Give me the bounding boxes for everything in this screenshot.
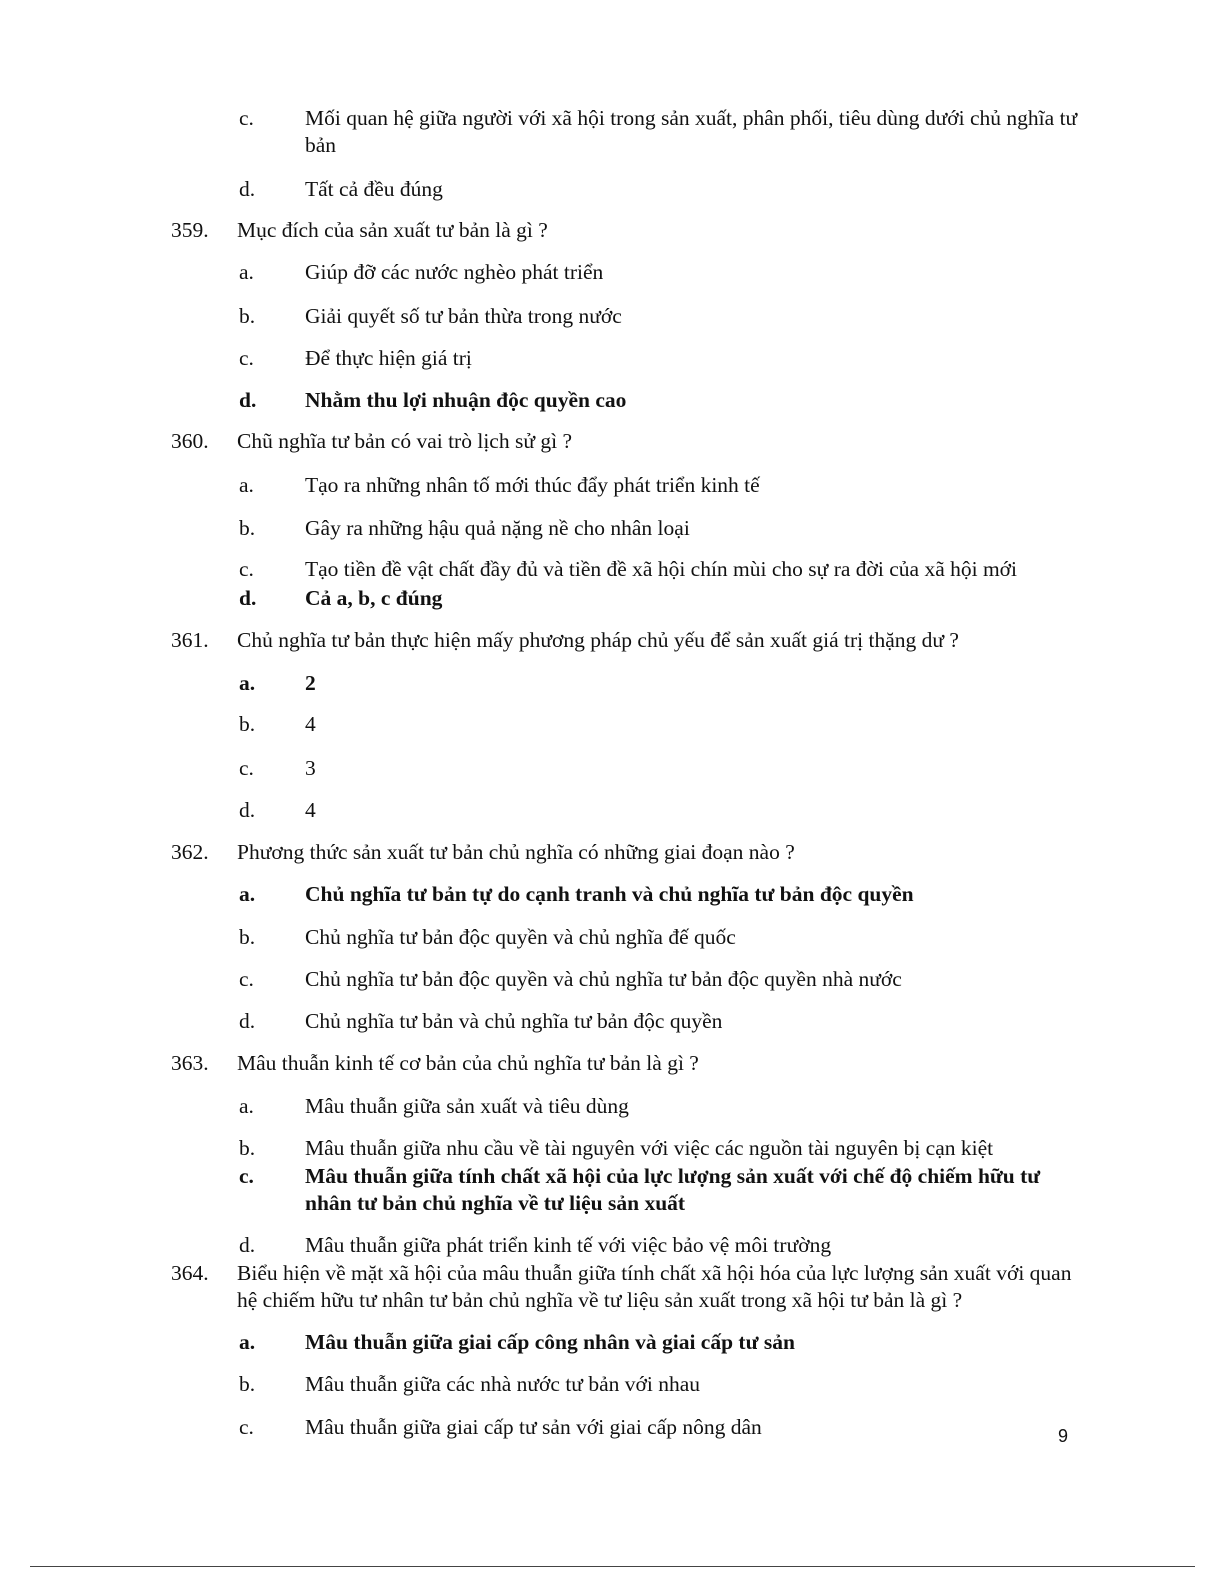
option-text: Để thực hiện giá trị [305,346,472,370]
option-text-correct: 2 [305,671,316,695]
option-label-correct: d. [239,586,257,610]
option-text: Mâu thuẫn giữa các nhà nước tư bản với nhau [305,1372,701,1396]
question-number: 359. [171,218,209,242]
option-label: a. [239,260,254,284]
option-label: b. [239,1372,256,1396]
option-text: Tạo ra những nhân tố mới thúc đẩy phát triển kinh tế [305,473,760,497]
question-text: Mâu thuẫn kinh tế cơ bản của chủ nghĩa tư bản là gì ? [237,1051,699,1075]
option-label-correct: a. [239,671,256,695]
option-text-correct: Mâu thuẫn giữa giai cấp công nhân và giai cấp tư sản [305,1330,795,1354]
option-text: Tất cả đều đúng [305,177,443,201]
option-label: d. [239,798,256,822]
question-text: Mục đích của sản xuất tư bản là gì ? [237,218,548,242]
option-label: b. [239,1136,256,1160]
option-label: b. [239,516,256,540]
option-label: c. [239,106,254,130]
option-text: Mối quan hệ giữa người với xã hội trong sản xuất, phân phối, tiêu dùng dưới chủ nghĩa tư bản [305,106,1078,157]
option-text: 4 [305,712,316,736]
option-text-correct: Mâu thuẫn giữa tính chất xã hội của lực lượng sản xuất với chế độ chiếm hữu tư nhân tư bản chủ nghĩa về tư liệu sản xuất [305,1164,1041,1215]
option-text: Chủ nghĩa tư bản độc quyền và chủ nghĩa đế quốc [305,925,736,949]
option-label-correct: c. [239,1164,254,1188]
option-text-correct: Nhằm thu lợi nhuận độc quyền cao [305,388,627,412]
option-label: b. [239,925,256,949]
option-text: 3 [305,756,316,780]
option-label: b. [239,304,256,328]
question-number: 363. [171,1051,209,1075]
option-text: Chủ nghĩa tư bản và chủ nghĩa tư bản độc quyền [305,1009,723,1033]
option-label-correct: d. [239,388,257,412]
option-text: Gây ra những hậu quả nặng nề cho nhân loại [305,516,690,540]
question-number: 364. [171,1261,209,1285]
option-label: c. [239,346,254,370]
option-label: d. [239,177,256,201]
option-text: Tạo tiền đề vật chất đầy đủ và tiền đề xã hội chín mùi cho sự ra đời của xã hội mới [305,557,1018,581]
option-text-correct: Chủ nghĩa tư bản tự do cạnh tranh và chủ nghĩa tư bản độc quyền [305,882,914,906]
page-number: 9 [1058,1426,1069,1446]
question-text: Phương thức sản xuất tư bản chủ nghĩa có những giai đoạn nào ? [237,840,795,864]
option-text: Mâu thuẫn giữa nhu cầu về tài nguyên với việc các nguồn tài nguyên bị cạn kiệt [305,1136,994,1160]
question-number: 362. [171,840,209,864]
question-number: 360. [171,429,209,453]
option-text: Giải quyết số tư bản thừa trong nước [305,304,622,328]
option-text: Mâu thuẫn giữa giai cấp tư sản với giai cấp nông dân [305,1415,762,1439]
option-label: a. [239,1094,254,1118]
option-label: d. [239,1233,256,1257]
page-bottom-divider [30,1566,1195,1567]
option-label: c. [239,557,254,581]
option-label: c. [239,756,254,780]
option-text: 4 [305,798,316,822]
option-label: a. [239,473,254,497]
question-number: 361. [171,628,209,652]
option-label-correct: a. [239,1330,256,1354]
question-text: Chũ nghĩa tư bản có vai trò lịch sử gì ? [237,429,572,453]
question-text: Chủ nghĩa tư bản thực hiện mấy phương pháp chủ yếu để sản xuất giá trị thặng dư ? [237,628,959,652]
option-label-correct: a. [239,882,256,906]
option-label: d. [239,1009,256,1033]
option-text: Giúp đỡ các nước nghèo phát triển [305,260,604,284]
option-text: Mâu thuẫn giữa sản xuất và tiêu dùng [305,1094,629,1118]
question-text: Biểu hiện về mặt xã hội của mâu thuẫn giữa tính chất xã hội hóa của lực lượng sản xuất với quan hệ chiếm hữu tư nhân tư bản chủ nghĩa về tư liệu sản xuất trong xã hội tư bản là gì ? [237,1261,1072,1312]
option-text-correct: Cả a, b, c đúng [305,586,443,610]
option-label: b. [239,712,256,736]
option-label: c. [239,967,254,991]
option-text: Mâu thuẫn giữa phát triển kinh tế với việc bảo vệ môi trường [305,1233,832,1257]
option-text: Chủ nghĩa tư bản độc quyền và chủ nghĩa tư bản độc quyền nhà nước [305,967,902,991]
option-label: c. [239,1415,254,1439]
